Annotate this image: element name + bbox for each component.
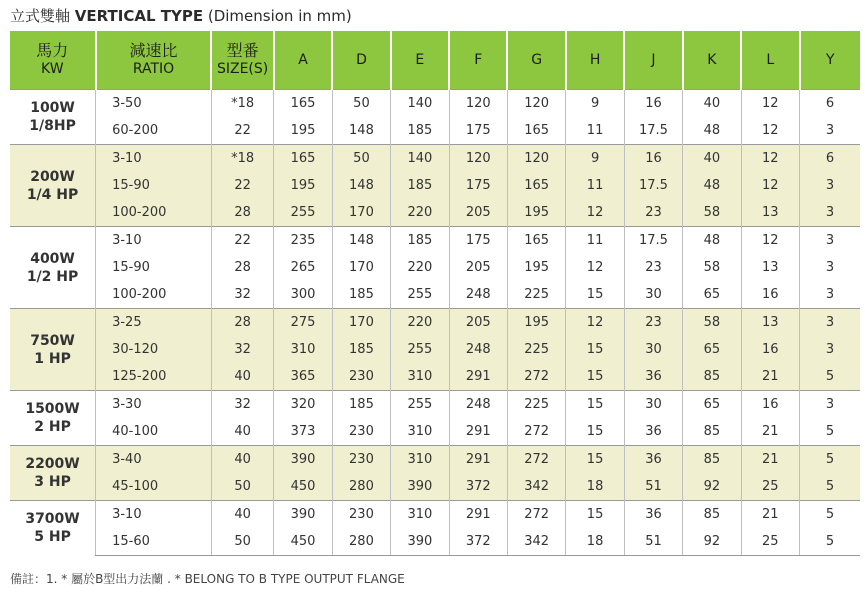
dim-cell: 255 — [391, 391, 449, 419]
dim-cell: 365 — [274, 363, 332, 391]
dim-cell: 3 — [800, 199, 861, 227]
dim-cell: 21 — [741, 501, 799, 529]
power-cell — [10, 391, 96, 446]
dim-cell: 170 — [332, 254, 390, 281]
dim-cell: 255 — [391, 281, 449, 309]
dimension-table — [10, 31, 860, 556]
dim-cell: 58 — [683, 199, 741, 227]
dim-cell: 85 — [683, 446, 741, 474]
size-cell: 32 — [211, 281, 273, 309]
dim-cell: 5 — [800, 473, 861, 501]
dim-cell: 12 — [741, 90, 799, 118]
header-dim: F — [449, 31, 507, 90]
dim-cell: 30 — [624, 336, 682, 363]
dim-cell: 3 — [800, 281, 861, 309]
dim-cell: 12 — [566, 309, 624, 337]
dim-cell: 17.5 — [624, 227, 682, 255]
dim-cell: 195 — [274, 117, 332, 145]
dim-cell: 255 — [391, 336, 449, 363]
ratio-cell: 3-10 — [96, 227, 212, 255]
dim-cell: 85 — [683, 363, 741, 391]
table-row — [10, 254, 860, 281]
dim-cell: 51 — [624, 473, 682, 501]
ratio-cell: 60-200 — [96, 117, 212, 145]
dim-cell: 48 — [683, 227, 741, 255]
dim-cell: 170 — [332, 309, 390, 337]
power-cell — [10, 501, 96, 556]
dim-cell: 85 — [683, 418, 741, 446]
dim-cell: 225 — [507, 391, 565, 419]
dim-cell: 450 — [274, 473, 332, 501]
dim-cell: 50 — [332, 145, 390, 173]
table-row — [10, 117, 860, 145]
header-power-unit: KW — [41, 61, 64, 77]
size-cell: 22 — [211, 172, 273, 199]
dim-cell: 5 — [800, 501, 861, 529]
dim-cell: 58 — [683, 254, 741, 281]
dim-cell: 12 — [566, 199, 624, 227]
header-dim: L — [741, 31, 799, 90]
ratio-cell: 100-200 — [96, 199, 212, 227]
dim-cell: 3 — [800, 254, 861, 281]
dim-cell: 13 — [741, 199, 799, 227]
dim-cell: 195 — [507, 199, 565, 227]
dim-cell: 15 — [566, 336, 624, 363]
ratio-cell: 40-100 — [96, 418, 212, 446]
dim-cell: 40 — [683, 145, 741, 173]
dim-cell: 11 — [566, 117, 624, 145]
dim-cell: 175 — [449, 172, 507, 199]
dim-cell: 255 — [274, 199, 332, 227]
dim-cell: 185 — [332, 336, 390, 363]
dim-cell: 230 — [332, 446, 390, 474]
power-hp: 1 HP — [34, 350, 71, 367]
dim-cell: 11 — [566, 172, 624, 199]
dim-cell: 92 — [683, 473, 741, 501]
title-rest: (Dimension in mm) — [207, 7, 352, 25]
dim-cell: 310 — [391, 446, 449, 474]
header-power — [10, 31, 96, 90]
dim-cell: 3 — [800, 391, 861, 419]
dim-cell: 17.5 — [624, 117, 682, 145]
dim-cell: 165 — [274, 145, 332, 173]
ratio-cell: 3-10 — [96, 501, 212, 529]
dim-cell: 3 — [800, 117, 861, 145]
dim-cell: 291 — [449, 418, 507, 446]
table-row — [10, 528, 860, 556]
dim-cell: 390 — [274, 501, 332, 529]
dim-cell: 6 — [800, 90, 861, 118]
dim-cell: 280 — [332, 528, 390, 556]
dim-cell: 13 — [741, 309, 799, 337]
dim-cell: 275 — [274, 309, 332, 337]
table-row — [10, 391, 860, 419]
dim-cell: 21 — [741, 446, 799, 474]
dim-cell: 372 — [449, 528, 507, 556]
dim-cell: 11 — [566, 227, 624, 255]
dim-cell: 300 — [274, 281, 332, 309]
dim-cell: 373 — [274, 418, 332, 446]
power-hp: 3 HP — [34, 474, 71, 490]
header-dim: G — [507, 31, 565, 90]
size-cell: 50 — [211, 528, 273, 556]
dim-cell: 310 — [274, 336, 332, 363]
table-header — [10, 31, 860, 90]
dim-cell: 36 — [624, 501, 682, 529]
header-size — [211, 31, 273, 90]
dim-cell: 12 — [741, 117, 799, 145]
dim-cell: 17.5 — [624, 172, 682, 199]
table-row — [10, 90, 860, 118]
power-hp: 1/4 HP — [26, 186, 79, 203]
dim-cell: 36 — [624, 446, 682, 474]
dim-cell: 12 — [741, 227, 799, 255]
dim-cell: 58 — [683, 309, 741, 337]
ratio-cell: 3-30 — [96, 391, 212, 419]
dim-cell: 3 — [800, 309, 861, 337]
dim-cell: 220 — [391, 199, 449, 227]
dim-cell: 230 — [332, 501, 390, 529]
dim-cell: 9 — [566, 90, 624, 118]
size-cell: 40 — [211, 418, 273, 446]
power-cell — [10, 145, 96, 227]
dim-cell: 170 — [332, 199, 390, 227]
dim-cell: 23 — [624, 254, 682, 281]
dim-cell: 18 — [566, 528, 624, 556]
size-cell: *18 — [211, 90, 273, 118]
header-dim: D — [332, 31, 390, 90]
dim-cell: 165 — [507, 227, 565, 255]
dim-cell: 230 — [332, 363, 390, 391]
ratio-cell: 45-100 — [96, 473, 212, 501]
power-cell — [10, 446, 96, 501]
header-dim: K — [683, 31, 741, 90]
dim-cell: 390 — [274, 446, 332, 474]
dim-cell: 280 — [332, 473, 390, 501]
dim-cell: 15 — [566, 391, 624, 419]
title-cjk: 立式雙軸 — [10, 7, 71, 25]
dim-cell: 120 — [449, 145, 507, 173]
power-cell — [10, 227, 96, 309]
table-row — [10, 172, 860, 199]
dim-cell: 310 — [391, 501, 449, 529]
power-hp: 1/8HP — [29, 118, 76, 134]
ratio-cell: 15-60 — [96, 528, 212, 556]
header-dim: E — [391, 31, 449, 90]
dim-cell: 225 — [507, 281, 565, 309]
power-watts: 400W — [30, 250, 75, 267]
motor-group — [10, 501, 860, 556]
dim-cell: 5 — [800, 363, 861, 391]
dim-cell: 175 — [449, 227, 507, 255]
motor-group — [10, 227, 860, 309]
dim-cell: 195 — [507, 254, 565, 281]
dim-cell: 220 — [391, 254, 449, 281]
dim-cell: 342 — [507, 528, 565, 556]
table-row — [10, 281, 860, 309]
dim-cell: 165 — [507, 172, 565, 199]
motor-group — [10, 309, 860, 391]
dim-cell: 235 — [274, 227, 332, 255]
dim-cell: 15 — [566, 501, 624, 529]
dim-cell: 30 — [624, 391, 682, 419]
header-size-en: SIZE(S) — [216, 61, 269, 77]
power-watts: 2200W — [25, 456, 80, 472]
dim-cell: 5 — [800, 528, 861, 556]
dim-cell: 120 — [449, 90, 507, 118]
dim-cell: 272 — [507, 446, 565, 474]
dim-cell: 205 — [449, 309, 507, 337]
table-row — [10, 363, 860, 391]
dim-cell: 248 — [449, 336, 507, 363]
dim-cell: 175 — [449, 117, 507, 145]
dim-cell: 21 — [741, 363, 799, 391]
power-hp: 5 HP — [34, 529, 71, 546]
dim-cell: 195 — [507, 309, 565, 337]
dim-cell: 120 — [507, 90, 565, 118]
motor-group — [10, 391, 860, 446]
power-watts: 1500W — [25, 401, 80, 417]
table-row — [10, 145, 860, 173]
power-watts: 200W — [30, 168, 75, 185]
ratio-cell: 15-90 — [96, 172, 212, 199]
dim-cell: 390 — [391, 473, 449, 501]
table-row — [10, 199, 860, 227]
header-ratio-en: RATIO — [132, 61, 175, 77]
size-cell: 28 — [211, 254, 273, 281]
power-watts: 750W — [30, 332, 75, 349]
dim-cell: 205 — [449, 199, 507, 227]
dim-cell: 140 — [391, 90, 449, 118]
dim-cell: 12 — [566, 254, 624, 281]
ratio-cell: 3-10 — [96, 145, 212, 173]
size-cell: 28 — [211, 199, 273, 227]
ratio-cell: 15-90 — [96, 254, 212, 281]
size-cell: 32 — [211, 336, 273, 363]
dim-cell: 15 — [566, 363, 624, 391]
dim-cell: 3 — [800, 336, 861, 363]
dim-cell: 15 — [566, 281, 624, 309]
header-dim: H — [566, 31, 624, 90]
dim-cell: 372 — [449, 473, 507, 501]
dim-cell: 148 — [332, 172, 390, 199]
size-cell: *18 — [211, 145, 273, 173]
ratio-cell: 30-120 — [96, 336, 212, 363]
motor-group — [10, 145, 860, 227]
footnote: 備註：1. * 屬於B型出力法蘭 . * BELONG TO B TYPE OUTPUT FLANGE — [10, 572, 405, 586]
motor-group — [10, 446, 860, 501]
dim-cell: 9 — [566, 145, 624, 173]
dim-cell: 390 — [391, 528, 449, 556]
dim-cell: 225 — [507, 336, 565, 363]
dim-cell: 291 — [449, 501, 507, 529]
power-cell — [10, 309, 96, 391]
dim-cell: 165 — [507, 117, 565, 145]
size-cell: 40 — [211, 446, 273, 474]
table-row — [10, 309, 860, 337]
ratio-cell: 100-200 — [96, 281, 212, 309]
size-cell: 32 — [211, 391, 273, 419]
dim-cell: 40 — [683, 90, 741, 118]
table-row — [10, 227, 860, 255]
power-cell — [10, 90, 96, 145]
dim-cell: 248 — [449, 281, 507, 309]
dim-cell: 13 — [741, 254, 799, 281]
dim-cell: 195 — [274, 172, 332, 199]
size-cell: 28 — [211, 309, 273, 337]
dim-cell: 205 — [449, 254, 507, 281]
dim-cell: 25 — [741, 528, 799, 556]
power-watts: 3700W — [25, 511, 80, 528]
dim-cell: 230 — [332, 418, 390, 446]
dim-cell: 291 — [449, 446, 507, 474]
dim-cell: 220 — [391, 309, 449, 337]
dim-cell: 248 — [449, 391, 507, 419]
dim-cell: 25 — [741, 473, 799, 501]
header-ratio — [96, 31, 212, 90]
size-cell: 40 — [211, 501, 273, 529]
power-hp: 1/2 HP — [26, 268, 79, 285]
header-dim: A — [274, 31, 332, 90]
dim-cell: 291 — [449, 363, 507, 391]
dim-cell: 185 — [391, 172, 449, 199]
page-title — [10, 5, 352, 26]
dim-cell: 16 — [624, 90, 682, 118]
dim-cell: 450 — [274, 528, 332, 556]
dim-cell: 12 — [741, 145, 799, 173]
dim-cell: 6 — [800, 145, 861, 173]
dim-cell: 36 — [624, 363, 682, 391]
dim-cell: 5 — [800, 418, 861, 446]
table-row — [10, 473, 860, 501]
dim-cell: 310 — [391, 363, 449, 391]
size-cell: 40 — [211, 363, 273, 391]
header-size-cjk: 型番 — [226, 41, 259, 60]
dim-cell: 148 — [332, 117, 390, 145]
size-cell: 22 — [211, 117, 273, 145]
dim-cell: 148 — [332, 227, 390, 255]
dim-cell: 65 — [683, 336, 741, 363]
dim-cell: 185 — [332, 281, 390, 309]
dim-cell: 272 — [507, 363, 565, 391]
dim-cell: 15 — [566, 446, 624, 474]
size-cell: 50 — [211, 473, 273, 501]
dim-cell: 272 — [507, 501, 565, 529]
power-hp: 2 HP — [34, 419, 71, 435]
table-row — [10, 418, 860, 446]
ratio-cell: 3-40 — [96, 446, 212, 474]
dim-cell: 48 — [683, 172, 741, 199]
header-power-cjk: 馬力 — [36, 41, 69, 60]
dim-cell: 85 — [683, 501, 741, 529]
dim-cell: 165 — [274, 90, 332, 118]
ratio-cell: 125-200 — [96, 363, 212, 391]
title-bold: VERTICAL TYPE — [74, 7, 204, 25]
dim-cell: 140 — [391, 145, 449, 173]
dim-cell: 3 — [800, 227, 861, 255]
ratio-cell: 3-25 — [96, 309, 212, 337]
header-ratio-cjk: 減速比 — [129, 41, 178, 60]
table-row — [10, 336, 860, 363]
motor-group — [10, 90, 860, 145]
dim-cell: 18 — [566, 473, 624, 501]
table-row — [10, 446, 860, 474]
size-cell: 22 — [211, 227, 273, 255]
dim-cell: 50 — [332, 90, 390, 118]
table-row — [10, 501, 860, 529]
dim-cell: 272 — [507, 418, 565, 446]
dim-cell: 92 — [683, 528, 741, 556]
dim-cell: 30 — [624, 281, 682, 309]
dim-cell: 16 — [624, 145, 682, 173]
dim-cell: 265 — [274, 254, 332, 281]
dim-cell: 120 — [507, 145, 565, 173]
dim-cell: 3 — [800, 172, 861, 199]
dim-cell: 342 — [507, 473, 565, 501]
dim-cell: 310 — [391, 418, 449, 446]
dim-cell: 21 — [741, 418, 799, 446]
dim-cell: 185 — [332, 391, 390, 419]
power-watts: 100W — [30, 100, 75, 116]
dim-cell: 16 — [741, 391, 799, 419]
dim-cell: 320 — [274, 391, 332, 419]
dim-cell: 12 — [741, 172, 799, 199]
dim-cell: 51 — [624, 528, 682, 556]
ratio-cell: 3-50 — [96, 90, 212, 118]
dim-cell: 5 — [800, 446, 861, 474]
header-dim: J — [624, 31, 682, 90]
dim-cell: 23 — [624, 199, 682, 227]
dim-cell: 185 — [391, 117, 449, 145]
dim-cell: 23 — [624, 309, 682, 337]
dim-cell: 36 — [624, 418, 682, 446]
dim-cell: 65 — [683, 281, 741, 309]
dim-cell: 16 — [741, 336, 799, 363]
dim-cell: 16 — [741, 281, 799, 309]
dim-cell: 15 — [566, 418, 624, 446]
dim-cell: 185 — [391, 227, 449, 255]
dim-cell: 48 — [683, 117, 741, 145]
dim-cell: 65 — [683, 391, 741, 419]
header-dim: Y — [800, 31, 861, 90]
